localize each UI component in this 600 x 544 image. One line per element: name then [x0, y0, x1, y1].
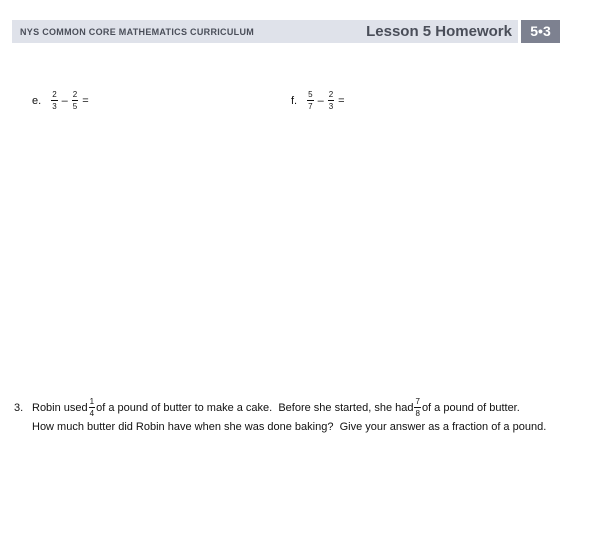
word-problem-text: of a pound of butter.: [421, 401, 520, 414]
module-badge: 5•3: [521, 20, 560, 43]
numerator: 2: [328, 90, 334, 99]
fraction: [328, 90, 334, 111]
fraction: [72, 90, 78, 111]
numerator: 2: [72, 90, 78, 99]
word-problem-text: of a pound of butter to make a cake. Before she started, she had: [96, 401, 414, 414]
denominator: 7: [308, 102, 313, 111]
word-problem-question: How much butter did Robin have when she was done baking? Give your answer as a fraction of a pound.: [32, 421, 547, 433]
denominator: 4: [89, 409, 95, 418]
denominator: 5: [72, 102, 78, 111]
lesson-title: Lesson 5 Homework: [366, 23, 512, 40]
word-problem-line-1: [14, 397, 584, 418]
fraction: [51, 90, 57, 111]
minus-sign: –: [317, 94, 324, 107]
word-problem-text: Robin used: [32, 401, 88, 414]
numerator: 2: [52, 90, 57, 99]
minus-sign: –: [61, 94, 68, 107]
curriculum-title: NYS COMMON CORE MATHEMATICS CURRICULUM: [20, 27, 255, 37]
fraction: [89, 397, 95, 418]
denominator: 3: [328, 102, 334, 111]
equals-sign: =: [82, 94, 89, 107]
problem-letter: e.: [32, 94, 42, 107]
problem-number: 3.: [14, 401, 24, 414]
equals-sign: =: [338, 94, 345, 107]
numerator: 7: [415, 397, 420, 406]
numerator: 5: [308, 90, 313, 99]
denominator: 8: [415, 409, 420, 418]
problem-letter: f.: [291, 94, 298, 107]
word-problem-3: [14, 397, 584, 436]
problem-f: [291, 90, 347, 111]
denominator: 3: [52, 102, 57, 111]
fraction: [307, 90, 313, 111]
problem-e: [32, 90, 91, 111]
fraction: [414, 397, 420, 418]
numerator: 1: [89, 397, 95, 406]
word-problem-line-2: [14, 418, 584, 436]
